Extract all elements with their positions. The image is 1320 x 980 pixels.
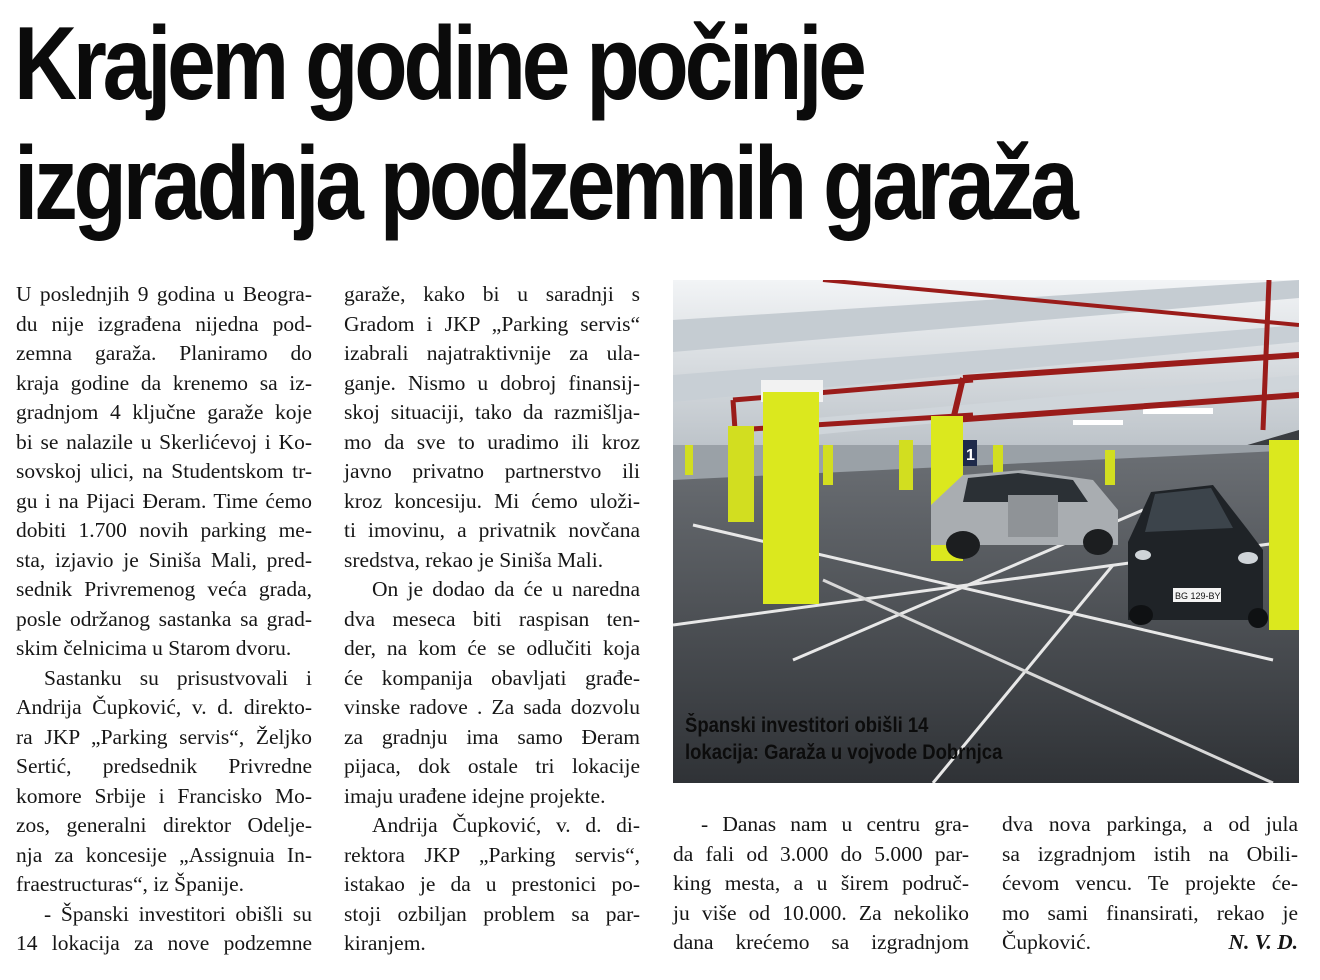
level-sign-number: 1 [966, 447, 975, 464]
paragraph-2 [16, 664, 312, 900]
pillar [685, 445, 693, 475]
text-line: gradnjom 4 ključne garaže koje [16, 400, 312, 424]
text-line: mo sami finansirati, rekao je [1002, 900, 1298, 925]
text-line-content: Čupković. [1002, 930, 1091, 954]
text-line: ti imovinu, a privatnik novčana [344, 518, 640, 542]
text-line: sa izgradnjom istih na Obili- [1002, 841, 1298, 866]
text-line: kiranjem. [344, 931, 426, 955]
text-line: fraestructuras“, iz Španije. [16, 872, 245, 896]
text-line: kraja godine da krenemo sa iz- [16, 370, 312, 395]
text-line: ju više od 10.000. Za nekoliko [673, 900, 969, 925]
text-line: Andrija Čupković, v. d. direkto- [16, 695, 312, 719]
text-line: kroz koncesiju. Mi ćemo uloži- [344, 488, 640, 513]
pillar [1269, 440, 1299, 630]
text-line: dobiti 1.700 novih parking me- [16, 518, 312, 542]
text-line: sednik Privremenog veća grada, [16, 577, 312, 601]
ceiling-light [1073, 420, 1123, 425]
pillar [1105, 450, 1115, 485]
text-line: pijaca, dok ostale tri lokacije [344, 754, 640, 778]
text-line: javno privatno partnerstvo ili [344, 459, 640, 483]
text-line: dana krećemo sa izgradnjom [673, 930, 969, 954]
text-line: Andrija Čupković, v. d. di- [372, 813, 640, 837]
text-line: ra JKP „Parking servis“, Željko [16, 724, 312, 749]
text-line: stoji ozbiljan problem sa par- [344, 901, 640, 926]
text-line: komore Srbije i Francisko Mo- [16, 783, 312, 808]
paragraph-5 [344, 575, 640, 811]
article-column-3 [673, 810, 969, 958]
paragraph-8 [1002, 810, 1298, 958]
text-line: rektora JKP „Parking servis“, [344, 842, 640, 867]
text-line: sredstva, rekao je Siniša Mali. [344, 547, 604, 572]
text-line: - Danas nam u centru gra- [701, 812, 969, 836]
license-plate: BG 129-BY [1175, 591, 1221, 601]
pillar [899, 440, 913, 490]
garage-illustration [673, 280, 1299, 783]
article-column-2 [344, 280, 640, 959]
text-line: nja za koncesije „Assignuia In- [16, 842, 312, 867]
text-line: imaju urađene idejne projekte. [344, 783, 606, 808]
text-line: On je dodao da će u naredna [372, 577, 640, 601]
text-line: posle održanog sastanka sa grad- [16, 606, 312, 631]
text-line: du nije izgrađena nijedna pod- [16, 311, 312, 336]
text-line: sta, izjavio je Siniša Mali, pred- [16, 547, 312, 572]
text-line: der, na kom će se odlučiti koja [344, 636, 640, 660]
headline [14, 4, 1106, 244]
text-line: king mesta, a u širem područ- [673, 871, 969, 895]
pillar [728, 426, 754, 522]
text-line: ganje. Nismo u dobroj finansij- [344, 370, 640, 395]
caption-line-2: lokacija: Garaža u vojvode Dobrnjca [685, 741, 1003, 764]
text-line: dva meseca biti raspisan ten- [344, 606, 640, 631]
text-line: Sertić, predsednik Privredne [16, 754, 312, 778]
caption-line-1: Španski investitori obišli 14 [685, 714, 929, 737]
garage-photo [673, 280, 1299, 783]
text-line: istakao je da u prestonici po- [344, 872, 640, 896]
photo-caption [685, 712, 1002, 766]
author-signature: N. V. D. [1228, 930, 1298, 954]
paragraph-3 [16, 900, 312, 959]
headline-line-2: izgradnja podzemnih garaža [14, 126, 1075, 242]
text-line: skim čelnicima u Starom dvoru. [16, 636, 292, 660]
paragraph-7 [673, 810, 969, 958]
text-line: sovskoj ulici, na Studentskom tr- [16, 459, 312, 483]
text-line: vinske radove . Za sada dozvolu [344, 695, 640, 719]
text-line: ćevom vencu. Te projekte će- [1002, 871, 1298, 895]
text-line: Gradom i JKP „Parking servis“ [344, 311, 640, 336]
text-line: U poslednjih 9 godina u Beogra- [16, 282, 312, 306]
pillar [763, 392, 819, 604]
text-line: bi se nalazile u Skerlićevoj i Ko- [16, 429, 312, 454]
text-line: - Španski investitori obišli su [44, 901, 312, 926]
text-line: izabrali najatraktivnije za ula- [344, 341, 640, 365]
text-line: da fali od 3.000 do 5.000 par- [673, 841, 969, 866]
text-line: skoj situaciji, tako da razmišlja- [344, 400, 640, 424]
text-line: će kompanija obavljati građe- [344, 665, 640, 690]
text-line: mo da sve to uradimo ili kroz [344, 429, 640, 454]
paragraph-6 [344, 811, 640, 959]
text-line: Sastanku su prisustvovali i [44, 665, 312, 690]
text-line: gu i na Pijaci Đeram. Time ćemo [16, 488, 312, 513]
article-column-4 [1002, 810, 1298, 958]
text-line: zemna garaža. Planiramo do [16, 341, 312, 365]
text-line: dva nova parkinga, a od jula [1002, 812, 1298, 836]
ceiling-light [1143, 408, 1213, 414]
text-line: garaže, kako bi u saradnji s [344, 282, 640, 306]
text-line: za gradnju ima samo Đeram [344, 724, 640, 749]
pillar [823, 445, 833, 485]
text-line: 14 lokacija za nove podzemne [16, 931, 312, 955]
paragraph-4 [344, 280, 640, 575]
paragraph-1 [16, 280, 312, 664]
headline-line-1: Krajem godine počinje [14, 6, 863, 122]
text-line [1002, 928, 1298, 958]
text-line: zos, generalni direktor Odelje- [16, 813, 312, 837]
article-column-1 [16, 280, 312, 959]
